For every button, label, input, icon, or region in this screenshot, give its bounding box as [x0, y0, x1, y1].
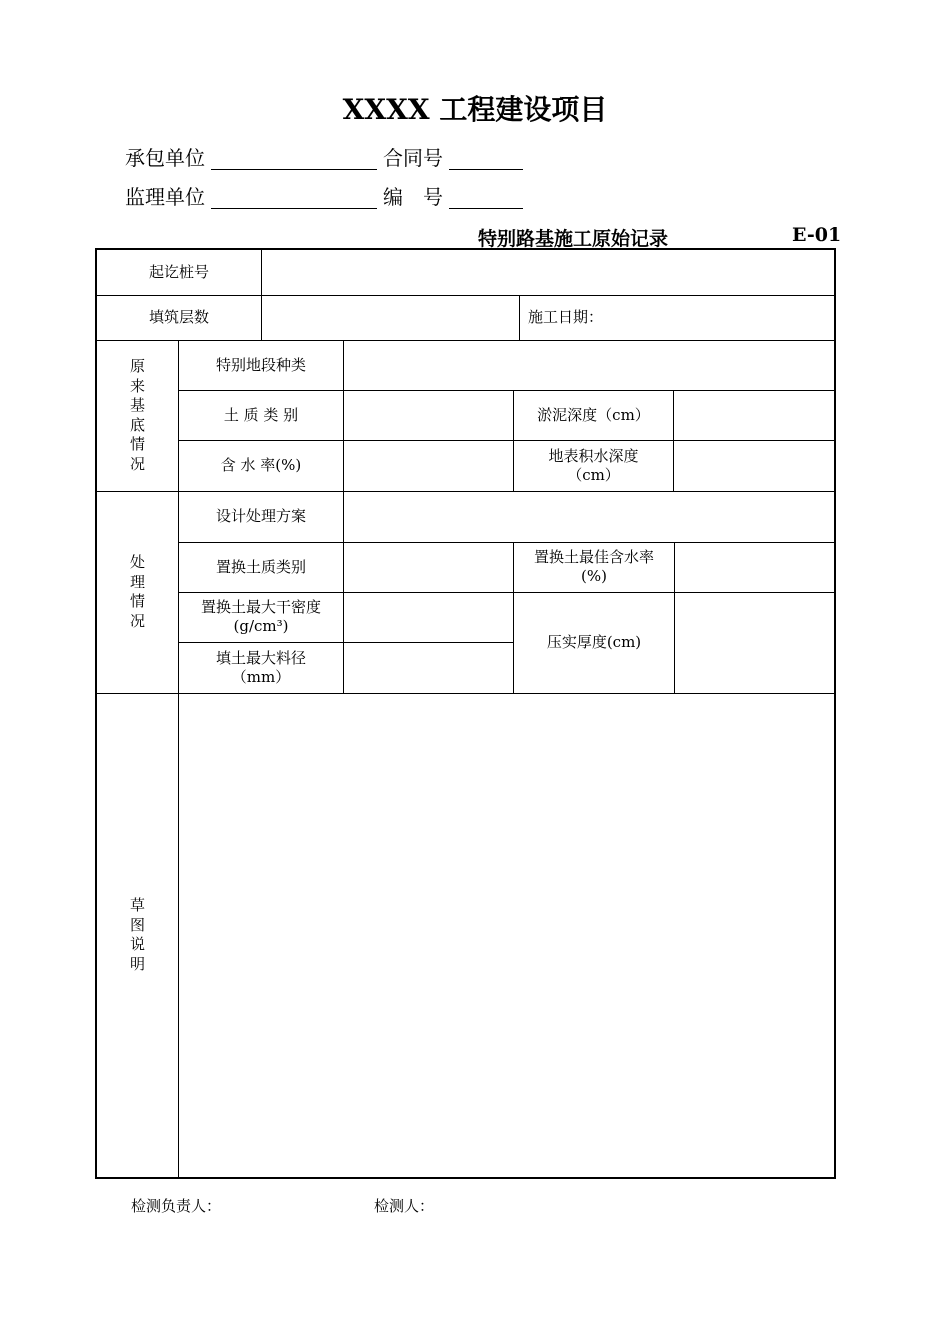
- form-code: E-01: [792, 224, 842, 246]
- contractor-row: [125, 143, 529, 173]
- fill-layers-input[interactable]: [262, 295, 519, 340]
- design-treatment-plan-input[interactable]: [344, 491, 834, 542]
- replacement-soil-type-label: 置换土质类别: [215, 557, 306, 576]
- soil-type-input[interactable]: [344, 390, 513, 440]
- serial-no-label: 编 号: [383, 185, 443, 209]
- special-section-type-input[interactable]: [344, 340, 834, 390]
- optimum-moisture-input[interactable]: [675, 542, 834, 592]
- special-section-type-label: 特别地段种类: [215, 355, 306, 374]
- construction-date-label: 施工日期：: [528, 308, 604, 326]
- contractor-field[interactable]: [211, 149, 377, 170]
- original-base-group-label: 原来基底情况: [129, 357, 145, 473]
- silt-depth-input[interactable]: [674, 390, 834, 440]
- max-dry-density-label: 置换土最大干密度 (g/cm³): [200, 598, 321, 635]
- form-title: 特别路基施工原始记录: [478, 228, 669, 250]
- serial-no-field[interactable]: [449, 188, 523, 209]
- station-label: 起讫桩号: [148, 263, 209, 281]
- compaction-thickness-label: 压实厚度(cm): [546, 633, 642, 651]
- soil-type-label: 土 质 类 别: [223, 405, 299, 424]
- contract-no-field[interactable]: [449, 149, 523, 170]
- page-title: XXXX 工程建设项目: [342, 93, 608, 126]
- moisture-content-input[interactable]: [344, 440, 513, 491]
- surface-water-depth-label: 地表积水深度 （cm）: [548, 446, 639, 484]
- max-particle-size-label: 填土最大料径 （mm）: [215, 648, 306, 686]
- max-particle-size-input[interactable]: [344, 642, 513, 693]
- sketch-group-label: 草图说明: [129, 896, 145, 973]
- sketch-area[interactable]: [179, 693, 834, 1177]
- contract-no-label: 合同号: [383, 146, 443, 170]
- optimum-moisture-label: 置换土最佳含水率 (%): [533, 548, 654, 585]
- supervisor-label: 监理单位: [125, 185, 205, 209]
- compaction-thickness-input[interactable]: [675, 592, 834, 693]
- surface-water-depth-input[interactable]: [674, 440, 834, 491]
- record-table: [95, 248, 836, 1179]
- fill-layers-label: 填筑层数: [148, 308, 209, 326]
- supervisor-row: [125, 182, 529, 212]
- design-treatment-plan-label: 设计处理方案: [215, 507, 306, 525]
- station-input[interactable]: [262, 250, 834, 295]
- replacement-soil-type-input[interactable]: [344, 542, 513, 592]
- moisture-content-label: 含 水 率(%): [220, 456, 302, 474]
- silt-depth-label: 淤泥深度（cm）: [537, 405, 650, 424]
- treatment-group-label: 处理情况: [129, 553, 145, 630]
- inspection-supervisor-label: 检测负责人：: [131, 1197, 222, 1215]
- max-dry-density-input[interactable]: [344, 592, 513, 642]
- supervisor-field[interactable]: [211, 188, 377, 209]
- contractor-label: 承包单位: [125, 146, 205, 170]
- inspector-label: 检测人：: [374, 1197, 435, 1215]
